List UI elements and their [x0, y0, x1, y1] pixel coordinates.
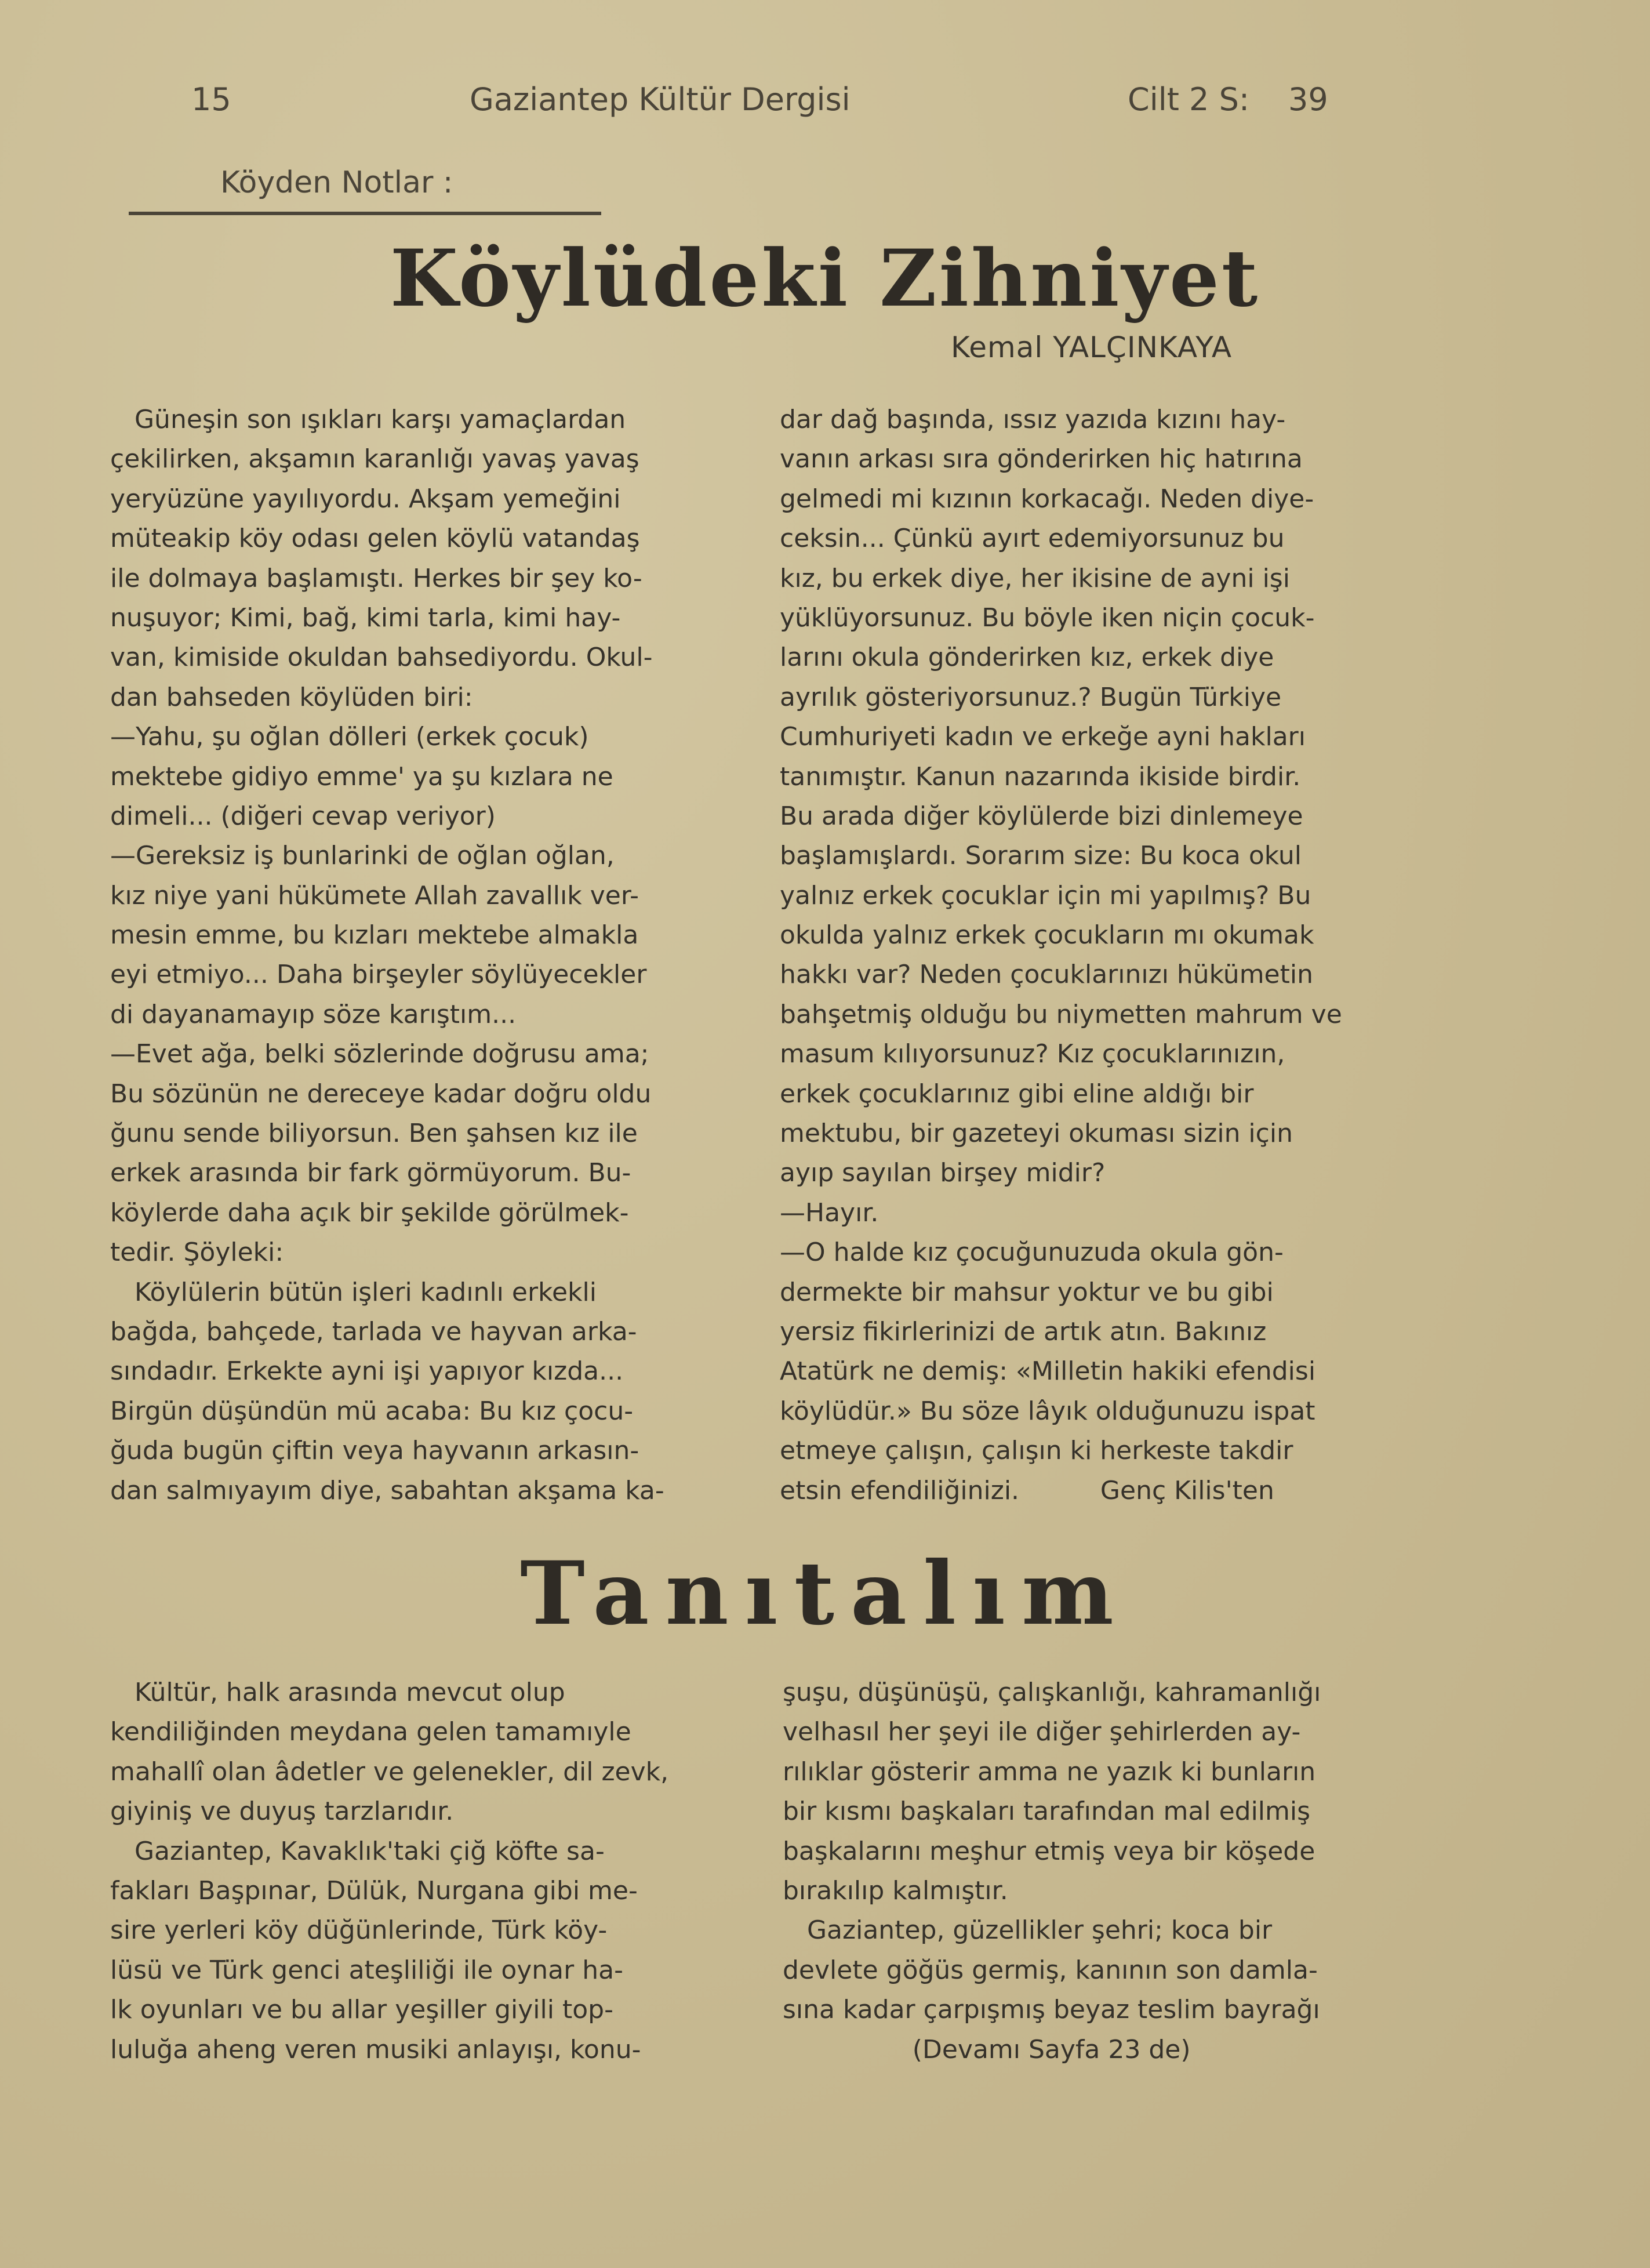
text-line: —Hayır.	[780, 1197, 879, 1228]
text-line: bağda, bahçede, tarlada ve hayvan arka-	[110, 1316, 637, 1347]
text-line: di dayanamayıp söze karıştım...	[110, 999, 517, 1029]
text-line: velhasıl her şeyi ile diğer şehirlerden ay-	[783, 1717, 1301, 1747]
text-line: nuşuyor; Kimi, bağ, kimi tarla, kimi hay-	[110, 603, 621, 633]
text-line: giyiniş ve duyuş tarzlarıdır.	[110, 1797, 454, 1827]
text-line: okulda yalnız erkek çocukların mı okumak	[780, 920, 1314, 950]
issue-number: 39	[1288, 81, 1328, 118]
text-line: müteakip köy odası gelen köylü vatandaş	[110, 524, 640, 554]
text-line: van, kimiside okuldan bahsediyordu. Okul-	[110, 643, 653, 673]
text-line: başkalarını meşhur etmiş veya bir köşede	[783, 1836, 1315, 1866]
text-line: kız niye yani hükümete Allah zavallık ver-	[110, 880, 639, 910]
text-line: Birgün düşündün mü acaba: Bu kız çocu-	[110, 1396, 634, 1426]
text-line: hakkı var? Neden çocuklarınızı hükümetin	[780, 960, 1313, 990]
text-line: bir kısmı başkaları tarafından mal edilmiş	[783, 1797, 1311, 1827]
text-line: fakları Başpınar, Dülük, Nurgana gibi me-	[110, 1875, 638, 1906]
article-author: Kemal YALÇINKAYA	[951, 331, 1233, 364]
text-line: rılıklar gösterir amma ne yazık ki bunların	[783, 1757, 1316, 1787]
text-line: Bu arada diğer köylülerde bizi dinlemeye	[780, 801, 1303, 831]
text-line: devlete göğüs germiş, kanının son damla-	[783, 1955, 1318, 1985]
text-line: dermekte bir mahsur yoktur ve bu gibi	[780, 1277, 1274, 1307]
text-line: çekilirken, akşamın karanlığı yavaş yavaş	[110, 444, 639, 474]
text-line: sındadır. Erkekte ayni işi yapıyor kızda...	[110, 1356, 624, 1387]
text-line: —Gereksiz iş bunlarinki de oğlan oğlan,	[110, 841, 615, 871]
text-line: mektebe gidiyo emme' ya şu kızlara ne	[110, 761, 613, 792]
text-line: —Evet ağa, belki sözlerinde doğrusu ama;	[110, 1039, 649, 1069]
text-line: ğunu sende biliyorsun. Ben şahsen kız ile	[110, 1119, 638, 1149]
text-line: şuşu, düşünüşü, çalışkanlığı, kahramanlığı	[783, 1678, 1321, 1707]
text-line: ayıp sayılan birşey midir?	[780, 1158, 1106, 1188]
article-title: Köylüdeki Zihniyet	[390, 232, 1260, 324]
text-line: vanın arkası sıra gönderirken hiç hatırına	[780, 444, 1303, 474]
text-line: —O halde kız çocuğunuzuda okula gön-	[780, 1238, 1284, 1268]
text-line: erkek arasında bir fark görmüyorum. Bu-	[110, 1158, 631, 1188]
article2-column-right	[783, 1673, 1426, 2070]
text-line: Atatürk ne demiş: «Milletin hakiki efendisi	[780, 1356, 1316, 1387]
article1-column-right	[780, 400, 1423, 1511]
text-line: bahşetmiş olduğu bu niymetten mahrum ve	[780, 999, 1342, 1029]
text-line: dar dağ başında, ıssız yazıda kızını hay-	[780, 405, 1286, 434]
text-line: Gaziantep, güzellikler şehri; koca bir	[783, 1915, 1273, 1946]
text-line: köylüdür.» Bu söze lâyık olduğunuzu ispat	[780, 1396, 1315, 1426]
text-line: Cumhuriyeti kadın ve erkeğe ayni hakları	[780, 722, 1306, 752]
text-line: dan bahseden köylüden biri:	[110, 682, 473, 712]
text-line: sire yerleri köy düğünlerinde, Türk köy-	[110, 1915, 608, 1946]
article2-title: Tanıtalım	[520, 1543, 1130, 1645]
page-number: 15	[191, 81, 231, 118]
text-line: kendiliğinden meydana gelen tamamıyle	[110, 1717, 631, 1747]
text-line: lk oyunları ve bu allar yeşiller giyili top-	[110, 1995, 613, 2025]
text-line: ğuda bugün çiftin veya hayvanın arkasın-	[110, 1436, 639, 1466]
text-line: erkek çocuklarınız gibi eline aldığı bir	[780, 1079, 1254, 1109]
magazine-name: Gaziantep Kültür Dergisi	[470, 81, 851, 118]
text-line: ile dolmaya başlamıştı. Herkes bir şey ko-	[110, 563, 642, 593]
article1-column-left	[110, 400, 742, 1511]
text-line: köylerde daha açık bir şekilde görülmek-	[110, 1197, 629, 1228]
text-line: Gaziantep, Kavaklık'taki çiğ köfte sa-	[110, 1836, 605, 1866]
text-line: —Yahu, şu oğlan dölleri (erkek çocuk)	[110, 722, 589, 752]
text-line: masum kılıyorsunuz? Kız çocuklarınızın,	[780, 1039, 1285, 1069]
text-line: Köylülerin bütün işleri kadınlı erkekli	[110, 1277, 597, 1307]
text-line: başlamışlardı. Sorarım size: Bu koca okul	[780, 841, 1302, 871]
kicker-underline	[129, 212, 601, 215]
text-line: gelmedi mi kızının korkacağı. Neden diye-	[780, 484, 1314, 514]
text-line: Kültür, halk arasında mevcut olup	[110, 1678, 565, 1707]
article2-column-left	[110, 1673, 748, 2070]
text-line: mesin emme, bu kızları mektebe almakla	[110, 920, 639, 950]
text-line: Güneşin son ışıkları karşı yamaçlardan	[110, 405, 626, 434]
text-line: mektubu, bir gazeteyi okuması sizin için	[780, 1119, 1293, 1149]
text-line: etmeye çalışın, çalışın ki herkeste takdir	[780, 1436, 1293, 1466]
text-line: dimeli... (diğeri cevap veriyor)	[110, 801, 496, 831]
text-line: yalnız erkek çocuklar için mi yapılmış? Bu	[780, 880, 1311, 910]
text-line: ceksin... Çünkü ayırt edemiyorsunuz bu	[780, 524, 1285, 554]
text-line: etsin efendiliğinizi. Genç Kilis'ten	[780, 1475, 1274, 1505]
text-line: yersiz fikirlerinizi de artık atın. Bakınız	[780, 1316, 1267, 1347]
text-line: mahallî olan âdetler ve gelenekler, dil zevk,	[110, 1757, 669, 1787]
section-kicker: Köyden Notlar :	[220, 165, 453, 200]
text-line: sına kadar çarpışmış beyaz teslim bayrağı	[783, 1995, 1320, 2025]
text-line: luluğa aheng veren musiki anlayışı, konu-	[110, 2034, 641, 2064]
text-line: dan salmıyayım diye, sabahtan akşama ka-	[110, 1475, 664, 1505]
text-line: yeryüzüne yayılıyordu. Akşam yemeğini	[110, 484, 621, 514]
text-line: tanımıştır. Kanun nazarında ikiside birdir.	[780, 761, 1301, 792]
text-line: Bu sözünün ne dereceye kadar doğru oldu	[110, 1079, 652, 1109]
text-line: eyi etmiyo... Daha birşeyler söylüyecekler	[110, 960, 647, 990]
text-line: ayrılık gösteriyorsunuz.? Bugün Türkiye	[780, 682, 1282, 712]
text-line: tedir. Şöyleki:	[110, 1238, 284, 1268]
text-line: yüklüyorsunuz. Bu böyle iken niçin çocuk-	[780, 603, 1315, 633]
text-line: (Devamı Sayfa 23 de)	[783, 2034, 1191, 2064]
text-line: larını okula gönderirken kız, erkek diye	[780, 643, 1274, 673]
text-line: bırakılıp kalmıştır.	[783, 1875, 1008, 1906]
text-line: lüsü ve Türk genci ateşliliği ile oynar ha-	[110, 1955, 623, 1985]
volume-label: Cilt 2 S:	[1128, 81, 1250, 118]
text-line: kız, bu erkek diye, her ikisine de ayni işi	[780, 563, 1290, 593]
